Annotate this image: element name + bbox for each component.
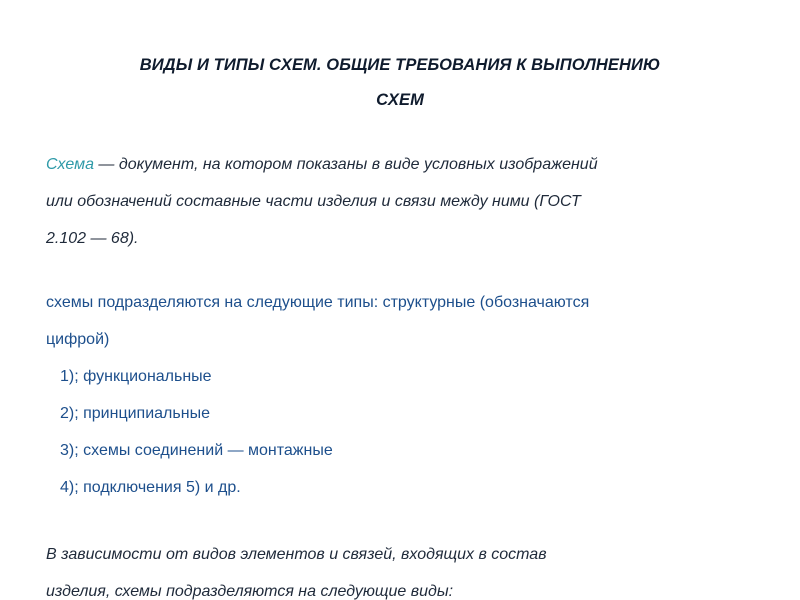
dependence-paragraph (46, 536, 766, 600)
dependence-line-2: изделия, схемы подразделяются на следующие виды: (46, 583, 454, 600)
definition-line-3: 2.102 — 68). (46, 230, 139, 247)
definition-line-1-rest: — документ, на котором показаны в виде условных изображений (93, 156, 598, 173)
title-line-1: ВИДЫ И ТИПЫ СХЕМ. ОБЩИЕ ТРЕБОВАНИЯ К ВЫПОЛНЕНИЮ (139, 56, 661, 74)
types-list-item: 4); подключения 5) и др. (60, 479, 241, 496)
definition-term: Схема (46, 156, 94, 173)
definition-line-2: или обозначений составные части изделия и связи между ними (ГОСТ (46, 193, 581, 210)
definition-line-1 (46, 156, 598, 173)
types-line-2: цифрой) (46, 331, 110, 348)
types-paragraph (46, 284, 766, 506)
dependence-line-1: В зависимости от видов элементов и связей, входящих в состав (46, 546, 547, 563)
types-list-item: 1); функциональные (60, 368, 212, 385)
title-line-2: СХЕМ (376, 91, 424, 109)
types-list-item: 2); принципиальные (60, 405, 210, 422)
slide-title (40, 48, 760, 118)
types-list-item: 3); схемы соединений — монтажные (60, 442, 333, 459)
definition-paragraph (46, 146, 766, 257)
types-line-1: схемы подразделяются на следующие типы: структурные (обозначаются (46, 294, 590, 311)
